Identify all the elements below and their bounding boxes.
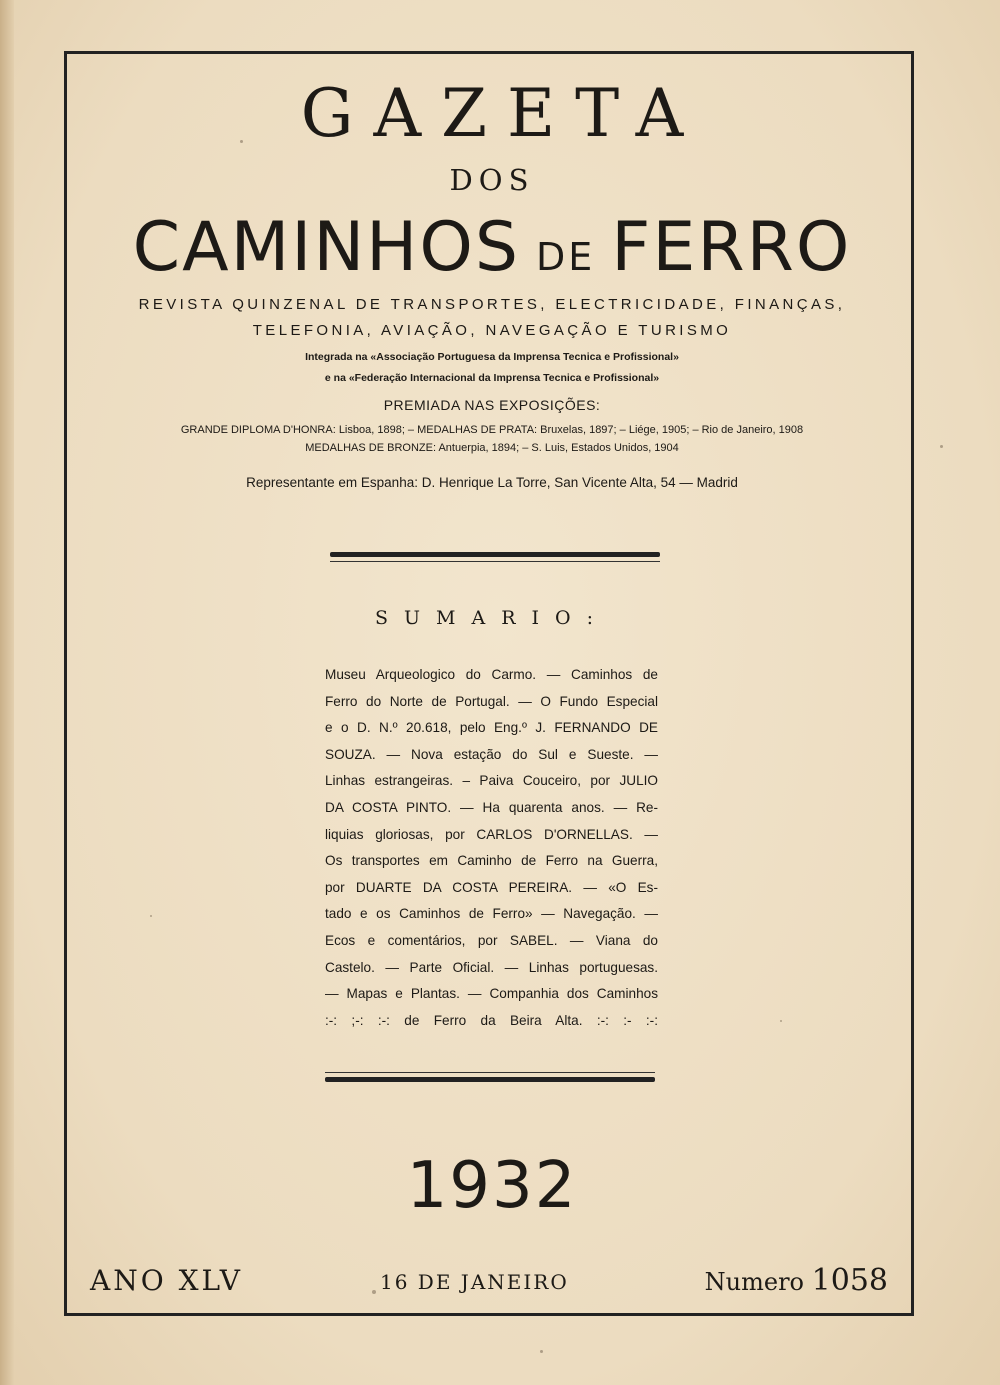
integrada-line-2: e na «Federação Internacional da Imprensa Tecnica e Profissional» xyxy=(324,372,660,384)
masthead-caminhos: CAMINHOS xyxy=(132,208,521,287)
premiada-heading: PREMIADA NAS EXPOSIÇÕES: xyxy=(383,397,601,413)
summary-line: — Mapas e Plantas. — Companhia dos Caminhos xyxy=(325,986,658,1002)
summary-line: tado e os Caminhos de Ferro» — Navegação. — xyxy=(325,906,658,922)
summary-line: por DUARTE DA COSTA PEREIRA. — «O Es- xyxy=(325,879,658,895)
paper-speck xyxy=(372,1290,376,1294)
summary-line: Castelo. — Parte Oficial. — Linhas portuguesas. xyxy=(325,959,658,975)
summary-line: Ecos e comentários, por SABEL. — Viana do xyxy=(325,932,658,948)
paper-speck xyxy=(940,445,943,448)
summary-text xyxy=(325,662,658,1034)
divider-top xyxy=(330,552,660,562)
year: 1932 xyxy=(406,1149,578,1223)
issue-date: 16 DE JANEIRO xyxy=(380,1270,569,1294)
divider-bottom xyxy=(325,1072,655,1082)
issue-number xyxy=(688,1264,888,1299)
paper-speck xyxy=(780,1020,782,1022)
paper-speck xyxy=(240,140,243,143)
awards-line-1: GRANDE DIPLOMA D'HONRA: Lisboa, 1898; – MEDALHAS DE PRATA: Bruxelas, 1897; – Liége, 1905; – Rio de Janeiro, 1908 xyxy=(180,424,804,436)
subtitle-line-1: REVISTA QUINZENAL DE TRANSPORTES, ELECTRICIDADE, FINANÇAS, xyxy=(138,296,846,313)
volume-year: ANO XLV xyxy=(90,1264,244,1297)
paper-speck xyxy=(540,1350,543,1353)
masthead-gazeta: GAZETA xyxy=(300,75,704,152)
representante-line: Representante em Espanha: D. Henrique La Torre, San Vicente Alta, 54 — Madrid xyxy=(246,475,738,490)
masthead-de: DE xyxy=(536,235,596,279)
summary-line: :-: ;-: :-: de Ferro da Beira Alta. :-: :- :-: xyxy=(325,1012,658,1028)
summary-heading: SUMARIO: xyxy=(375,607,609,629)
masthead-dos: DOS xyxy=(449,163,535,197)
paper-speck xyxy=(150,915,152,917)
summary-line: SOUZA. — Nova estação do Sul e Sueste. — xyxy=(325,746,658,762)
summary-line: Linhas estrangeiras. – Paiva Couceiro, por JULIO xyxy=(325,773,658,789)
awards-line-2: MEDALHAS DE BRONZE: Antuerpia, 1894; – S. Luis, Estados Unidos, 1904 xyxy=(305,442,679,454)
summary-line: Ferro do Norte de Portugal. — O Fundo Especial xyxy=(325,693,658,709)
binding-edge xyxy=(0,0,14,1385)
summary-line: liquias gloriosas, por CARLOS D'ORNELLAS. — xyxy=(325,826,658,842)
integrada-line-1: Integrada na «Associação Portuguesa da Imprensa Tecnica e Profissional» xyxy=(305,351,679,363)
subtitle-line-2: TELEFONIA, AVIAÇÃO, NAVEGAÇÃO E TURISMO xyxy=(252,322,732,339)
issue-number-value: 1058 xyxy=(811,1263,888,1298)
masthead-caminhos-de-ferro xyxy=(64,208,920,297)
summary-line: e o D. N.º 20.618, pelo Eng.º J. FERNANDO DE xyxy=(325,720,658,736)
summary-line: Os transportes em Caminho de Ferro na Guerra, xyxy=(325,853,658,869)
summary-line: Museu Arqueologico do Carmo. — Caminhos de xyxy=(325,667,658,682)
summary-line: DA COSTA PINTO. — Ha quarenta anos. — Re- xyxy=(325,799,658,815)
masthead-ferro: FERRO xyxy=(611,208,852,287)
issue-number-label: Numero xyxy=(704,1268,804,1296)
